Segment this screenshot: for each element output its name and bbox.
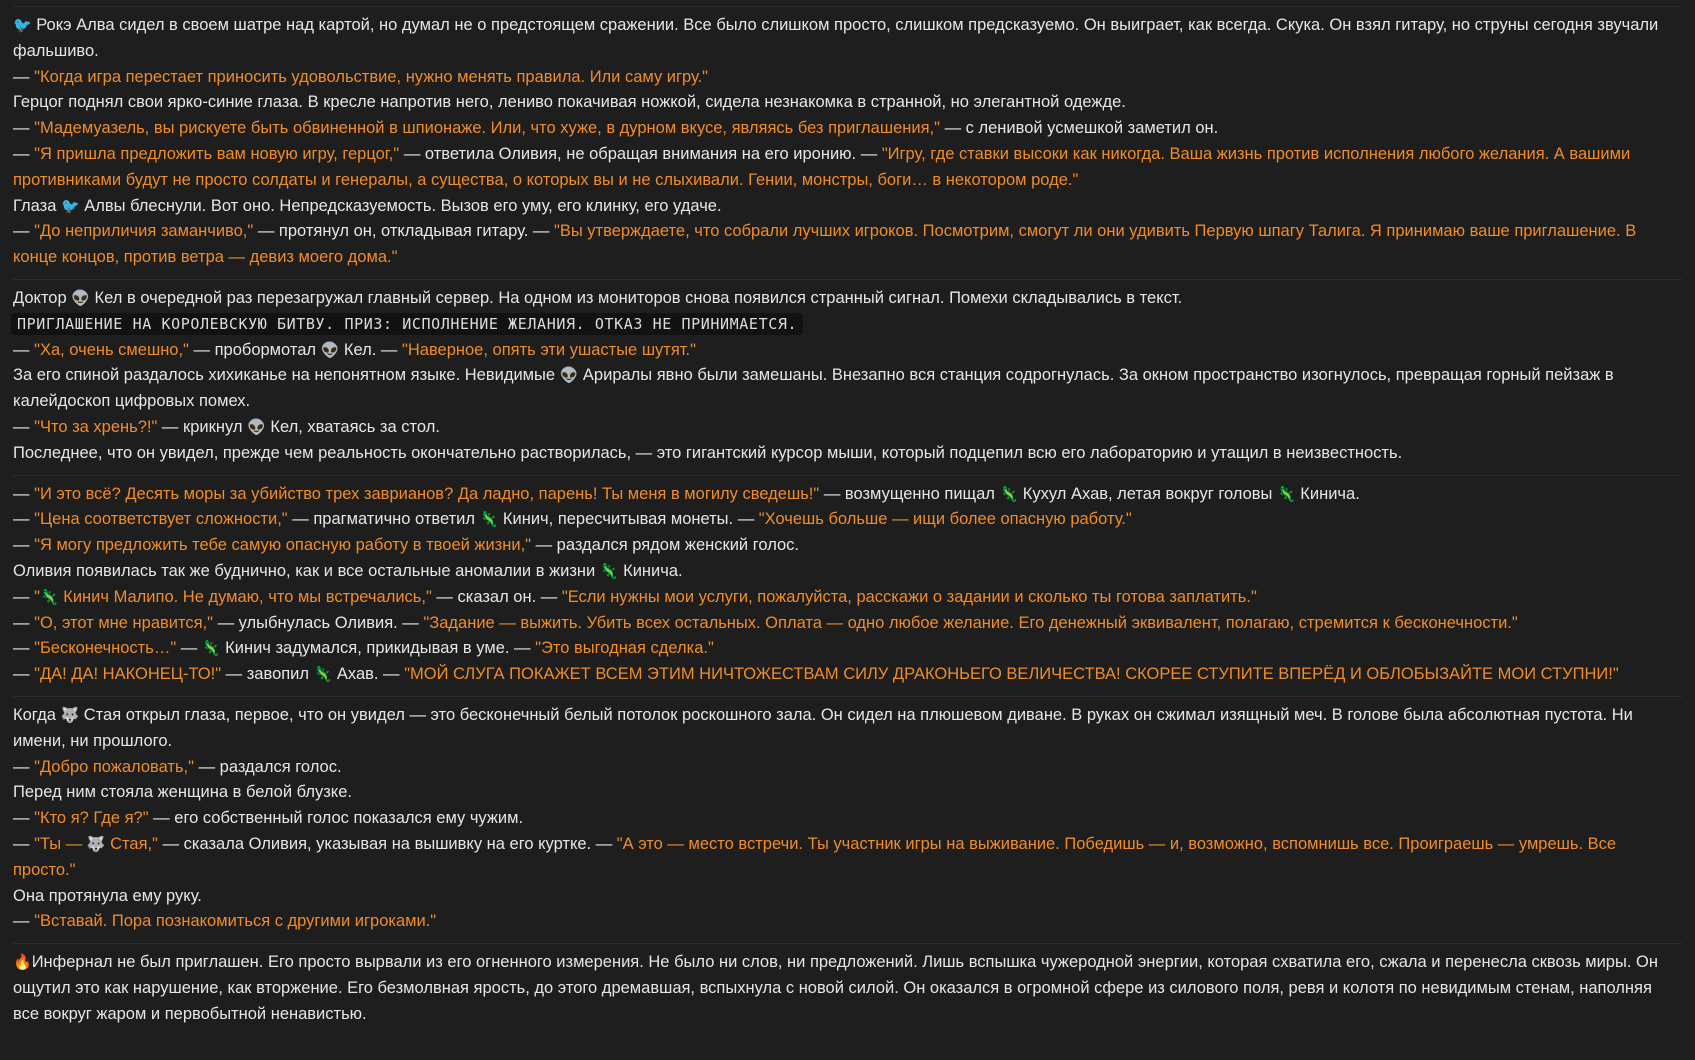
story-paragraph	[13, 142, 1682, 194]
narration-text: —	[13, 613, 35, 632]
narration-text: Последнее, что он увидел, прежде чем реальность окончательно растворилась, — это гигантский курсор мыши, который подцепил всю его лабораторию и утащил в неизвестность.	[13, 443, 1403, 462]
dialogue-quote: "Я могу предложить тебе самую опасную работу в твоей жизни,"	[34, 536, 532, 555]
narration-text: —	[13, 639, 35, 658]
lizard-icon: 🦎	[599, 561, 619, 580]
dialogue-quote: "МОЙ СЛУГА ПОКАЖЕТ ВСЕМ ЭТИМ НИЧТОЖЕСТВАМ СИЛУ ДРАКОНЬЕГО ВЕЛИЧЕСТВА! СКОРЕЕ СТУПИТЕ ВПЕРЁД И ОБЛОБЫЗАЙТЕ МОИ СТУПНИ!"	[404, 665, 1619, 684]
narration-text: За его спиной раздалось хихиканье на непонятном языке. Невидимые	[13, 366, 560, 385]
story-paragraph	[13, 703, 1682, 755]
narration-text: —	[13, 757, 35, 776]
story-paragraph	[13, 415, 1682, 441]
story-paragraph	[13, 909, 1682, 935]
narration-text: Она протянула ему руку.	[13, 886, 202, 905]
lizard-icon: 🦎	[479, 510, 499, 529]
dialogue-quote: "Хочешь больше — ищи более опасную работу."	[758, 510, 1132, 529]
story-paragraph	[13, 338, 1682, 364]
story-paragraph	[13, 585, 1682, 611]
narration-text: — ответила Оливия, не обращая внимания на его иронию. —	[399, 144, 882, 163]
narration-text: —	[13, 417, 35, 436]
dialogue-quote: "Это выгодная сделка."	[535, 639, 714, 658]
dialogue-quote: "ДА! ДА! НАКОНЕЦ-ТО!"	[34, 665, 222, 684]
alien-icon: 👽	[71, 288, 90, 307]
signal-code-text: ПРИГЛАШЕНИЕ НА КОРОЛЕВСКУЮ БИТВУ. ПРИЗ: ИСПОЛНЕНИЕ ЖЕЛАНИЯ. ОТКАЗ НЕ ПРИНИМАЕТСЯ.	[11, 313, 803, 335]
narration-text: — с ленивой усмешкой заметил он.	[939, 119, 1219, 138]
story-paragraph	[13, 194, 1682, 220]
narration-text: —	[176, 639, 202, 658]
dialogue-quote: "Когда игра перестает приносить удовольствие, нужно менять правила. Или саму игру."	[34, 67, 709, 86]
dialogue-quote: "Я пришла предложить вам новую игру, герцог,"	[34, 144, 400, 163]
wolf-icon: 🐺	[60, 705, 80, 724]
narration-text: Инфернал не был приглашен. Его просто вырвали из его огненного измерения. Не было ни слов, ни предложений. Лишь вспышка чужеродной энергии, которая схватила его, сжала и перенесла сквозь миры. Он ощутил это как нарушение, как вторжение. Его безмолвная ярость, до этого дремавшая, вспыхнула с новой силой. Он оказался в огромной сфере из силового поля, ревя и колотя по невидимым стенам, наполняя все вокруг жаром и первобытной ненавистью.	[13, 953, 1658, 1023]
story-paragraph	[13, 755, 1682, 781]
story-paragraph	[13, 559, 1682, 585]
bird-icon: 🐦	[13, 16, 32, 34]
narration-text: —	[13, 340, 35, 359]
alien-icon: 👽	[320, 340, 340, 359]
dialogue-quote: "	[34, 587, 40, 606]
dialogue-quote: "Добро пожаловать,"	[34, 757, 194, 776]
narration-text: Арирaлы явно были замешаны. Внезапно вся станция содрогнулась. За окном пространство изогнулось, превращая горный пейзаж в калейдоскоп цифровых помех.	[13, 366, 1614, 411]
narration-text: —	[13, 834, 35, 853]
narration-text: Стая открыл глаза, первое, что он увидел — это бесконечный белый потолок роскошного зала. Он сидел на плюшевом диване. В руках он сжимал изящный меч. В голове была абсолютная пустота. Ни имени, ни прошлого.	[13, 705, 1633, 750]
narration-text: Кинич, пересчитывая монеты. —	[498, 510, 759, 529]
dialogue-quote: "Задание — выжить. Убить всех остальных. Оплата — одно любое желание. Его денежный эквивалент, полагаю, стремится к бесконечности."	[423, 613, 1518, 632]
narration-text: —	[13, 587, 35, 606]
dialogue-quote: Стая,"	[105, 834, 158, 853]
story-paragraph	[13, 90, 1682, 116]
story-paragraph	[13, 219, 1682, 271]
narration-text: —	[13, 222, 35, 241]
story-paragraph	[13, 950, 1682, 1027]
narration-text: — пробормотал	[188, 340, 321, 359]
story-paragraph	[13, 780, 1682, 806]
narration-text: — возмущенно пищал	[819, 484, 1000, 503]
narration-text: Кел, хватаясь за стол.	[265, 417, 440, 436]
dialogue-quote: "Мадемуазель, вы рискуете быть обвиненной в шпионаже. Или, что хуже, в дурном вкусе, являясь без приглашения,"	[34, 119, 940, 138]
story-paragraph	[13, 363, 1682, 415]
wolf-icon: 🐺	[86, 834, 106, 853]
story-paragraph	[13, 806, 1682, 832]
narration-text: —	[13, 809, 35, 828]
fire-icon: 🔥	[13, 953, 32, 972]
dialogue-quote: "Бесконечность…"	[34, 639, 177, 658]
story-paragraph	[13, 286, 1682, 312]
bird-icon: 🐦	[60, 196, 80, 215]
dialogue-quote: "Наверное, опять эти ушастые шутят."	[402, 340, 696, 359]
narration-text: — сказал он. —	[431, 587, 562, 606]
dialogue-quote: Кинич Малипо. Не думаю, что мы встречались,"	[58, 587, 432, 606]
narration-text: Глаза	[13, 196, 61, 215]
narration-text: —	[13, 665, 35, 684]
dialogue-quote: "Игру, где ставки высоки как никогда. Ваша жизнь против исполнения любого желания. А вашими противниками будут не просто солдаты и генералы, а существа, о которых вы и не слыхивали. Гении, монстры, боги… в некотором роде."	[13, 144, 1631, 189]
narration-text: — улыбнулась Оливия. —	[213, 613, 424, 632]
narration-text: —	[13, 144, 35, 163]
dialogue-quote: "Вставай. Пора познакомиться с другими игроками."	[34, 912, 437, 931]
narration-text: Кинича.	[618, 561, 683, 580]
story-paragraph	[13, 636, 1682, 662]
dialogue-quote: "А это — место встречи. Ты участник игры на выживание. Победишь — и, возможно, вспомнишь все. Проиграешь — умрешь. Все просто."	[13, 834, 1617, 879]
narration-text: —	[13, 510, 35, 529]
story-paragraph	[13, 65, 1682, 91]
dialogue-quote: "Кто я? Где я?"	[34, 809, 149, 828]
story-paragraph	[13, 611, 1682, 637]
lizard-icon: 🦎	[201, 639, 221, 658]
narration-text: — крикнул	[157, 417, 248, 436]
story-section	[13, 943, 1682, 1035]
dialogue-quote: "И это всё? Десять моры за убийство трех завриaнов? Да ладно, парень! Ты меня в могилу сведешь!"	[34, 484, 820, 503]
story-section	[13, 279, 1682, 475]
story-section	[13, 475, 1682, 696]
narration-text: —	[13, 67, 35, 86]
dialogue-quote: "Вы утверждаете, что собрали лучших игроков. Посмотрим, смогут ли они удивить Первую шпагу Талига. Я принимаю ваше приглашение. В конце концов, против ветра — девиз моего дома."	[13, 222, 1637, 267]
narration-text: — завопил	[221, 665, 314, 684]
story-paragraph	[13, 884, 1682, 910]
lizard-icon: 🦎	[313, 665, 333, 684]
narration-text: — раздался голос.	[194, 757, 342, 776]
narration-text: Ахав. —	[332, 665, 405, 684]
narration-text: — сказала Оливия, указывая на вышивку на его куртке. —	[157, 834, 617, 853]
dialogue-quote: "Если нужны мои услуги, пожалуйста, расскажи о задании и сколько ты готова заплатить."	[561, 587, 1257, 606]
narration-text: Герцог поднял свои ярко-синие глаза. В кресле напротив него, лениво покачивая ножкой, сидела незнакомка в странной, но элегантной одежде.	[13, 93, 1126, 112]
narration-text: Кинич задумался, прикидывая в уме. —	[220, 639, 536, 658]
story-paragraph	[13, 832, 1682, 884]
dialogue-quote: "О, этот мне нравится,"	[34, 613, 213, 632]
narration-text: Кинича.	[1295, 484, 1360, 503]
alien-icon: 👽	[559, 366, 579, 385]
narration-text: — протянул он, откладывая гитару. —	[253, 222, 554, 241]
story-paragraph	[13, 482, 1682, 508]
narration-text: —	[13, 912, 35, 931]
story-paragraph	[13, 441, 1682, 467]
dialogue-quote: "Цена соответствует сложности,"	[34, 510, 288, 529]
story-paragraph	[13, 312, 1682, 338]
narration-text: Когда	[13, 705, 61, 724]
story-paragraph	[13, 533, 1682, 559]
story-paragraph	[13, 116, 1682, 142]
story-paragraph	[13, 507, 1682, 533]
narration-text: Кел в очередной раз перезагружал главный сервер. На одном из мониторов снова появился странный сигнал. Помехи складывались в текст.	[89, 288, 1183, 307]
narration-text: Кухул Ахав, летая вокруг головы	[1018, 484, 1277, 503]
narration-text: Оливия появилась так же буднично, как и все остальные аномалии в жизни	[13, 561, 600, 580]
narration-text: Доктор	[13, 288, 72, 307]
lizard-icon: 🦎	[1277, 484, 1296, 503]
story-section	[13, 696, 1682, 943]
dialogue-quote: "Ты —	[34, 834, 87, 853]
story-paragraph	[13, 13, 1682, 65]
narration-text: Кел. —	[339, 340, 403, 359]
lizard-icon: 🦎	[39, 587, 59, 606]
dialogue-quote: "До неприличия заманчиво,"	[34, 222, 254, 241]
dialogue-quote: "Что за хрень?!"	[34, 417, 158, 436]
narration-text: Перед ним стояла женщина в белой блузке.	[13, 783, 352, 802]
narration-text: — прагматично ответил	[287, 510, 480, 529]
narration-text: —	[13, 536, 35, 555]
narration-text: Рокэ Алва сидел в своем шатре над картой, но думал не о предстоящем сражении. Все было слишком просто, слишком предсказуемо. Он выиграет, как всегда. Скука. Он взял гитару, но струны сегодня звучали фальшиво.	[13, 16, 1659, 60]
story-section	[13, 6, 1682, 279]
narration-text: —	[13, 119, 35, 138]
narration-text: — его собственный голос показался ему чужим.	[148, 809, 524, 828]
narration-text: — раздался рядом женский голос.	[531, 536, 800, 555]
alien-icon: 👽	[247, 417, 266, 436]
story-paragraph	[13, 662, 1682, 688]
dialogue-quote: "Ха, очень смешно,"	[34, 340, 189, 359]
narration-text: Алвы блеснули. Вот оно. Непредсказуемость. Вызов его уму, его клинку, его удаче.	[79, 196, 722, 215]
lizard-icon: 🦎	[999, 484, 1019, 503]
narration-text: —	[13, 484, 35, 503]
